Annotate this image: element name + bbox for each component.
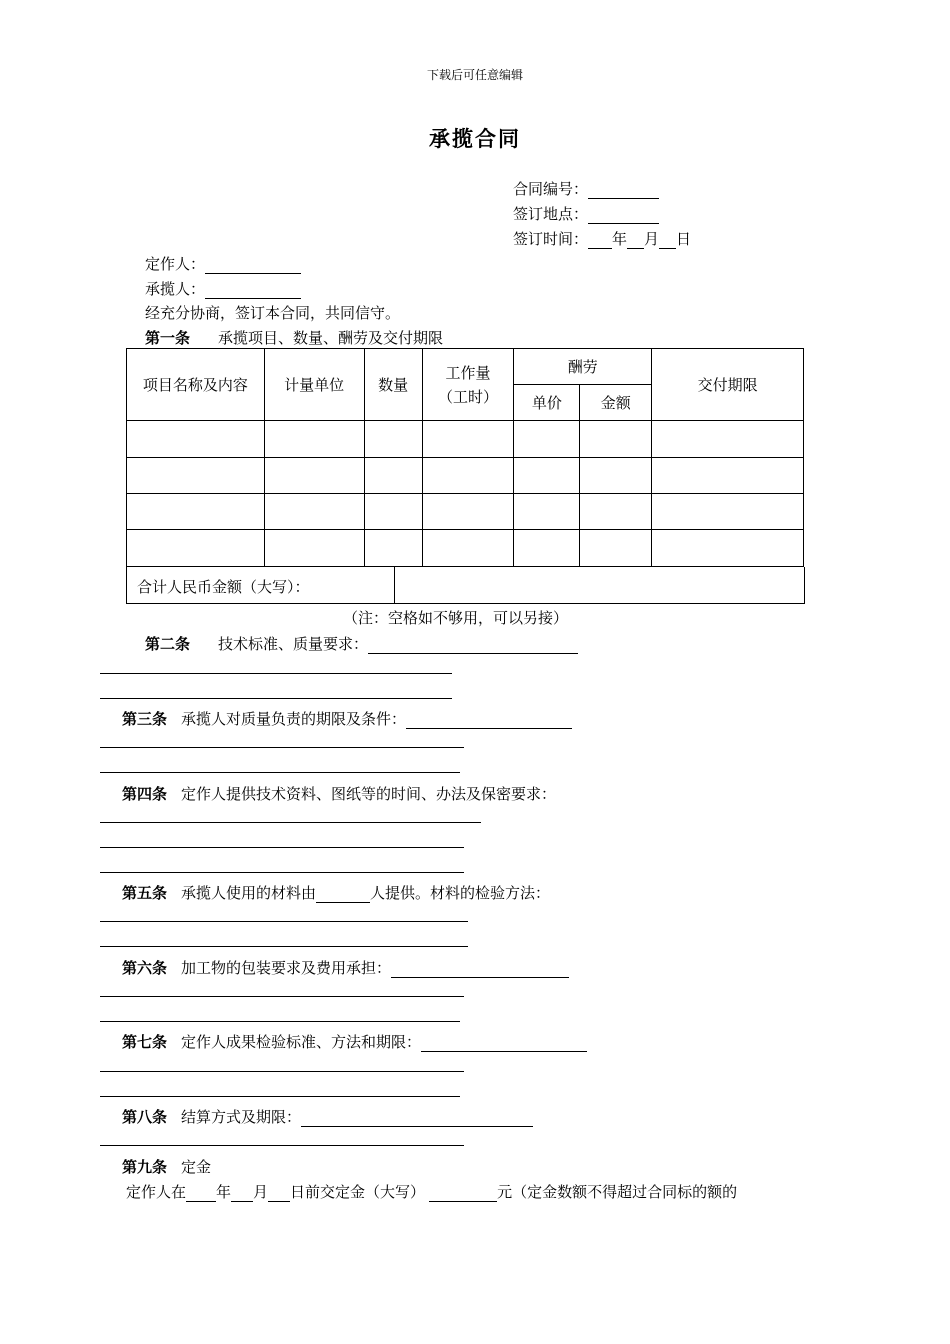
article-5-number: 第五条 <box>122 884 168 902</box>
header-note: 下载后可任意编辑 <box>426 68 523 82</box>
total-label: 合计人民币金额（大写）： <box>137 578 310 596</box>
contract-number-field[interactable] <box>588 182 659 199</box>
table-cell[interactable] <box>514 421 580 458</box>
table-cell[interactable] <box>580 421 652 458</box>
table-cell[interactable] <box>514 530 580 567</box>
article-8-text: 结算方式及期限： <box>181 1108 302 1126</box>
table-cell[interactable] <box>580 494 652 530</box>
table-cell[interactable] <box>422 530 514 567</box>
table-row <box>127 421 804 458</box>
article-2-number: 第二条 <box>145 635 191 653</box>
header-item: 项目名称及内容 <box>127 349 265 421</box>
article-4-heading <box>122 783 556 804</box>
article-3-line-1[interactable] <box>100 747 464 748</box>
article-9-text-a: 定作人在 <box>126 1183 187 1201</box>
total-row <box>126 567 805 604</box>
article-6-text: 加工物的包装要求及费用承担： <box>181 959 392 977</box>
sign-place-row <box>513 203 659 224</box>
sign-year-field[interactable] <box>588 232 612 249</box>
article-5-line-1[interactable] <box>100 921 468 922</box>
article-8-field[interactable] <box>301 1110 533 1127</box>
article-2-text: 技术标准、质量要求： <box>218 635 369 653</box>
table-cell[interactable] <box>264 458 364 494</box>
header-pay: 酬劳 <box>514 349 652 385</box>
article-7-number: 第七条 <box>122 1033 168 1051</box>
article-8-line-1[interactable] <box>100 1145 464 1146</box>
article-2-field[interactable] <box>368 637 578 654</box>
table-cell[interactable] <box>127 530 265 567</box>
document-title: 承揽合同 <box>429 126 521 151</box>
article-6-heading <box>122 957 569 978</box>
table-row <box>127 530 804 567</box>
table-cell[interactable] <box>364 530 422 567</box>
article-5-line-2[interactable] <box>100 946 468 947</box>
table-cell[interactable] <box>422 494 514 530</box>
header-workload-line2: （工时） <box>437 387 498 406</box>
sign-place-label: 签订地点： <box>513 205 589 223</box>
header-delivery: 交付期限 <box>652 349 804 421</box>
contractor-label: 承揽人： <box>145 280 206 298</box>
table-cell[interactable] <box>514 494 580 530</box>
article-7-line-2[interactable] <box>100 1096 460 1097</box>
article-7-heading <box>122 1031 587 1052</box>
header-quantity: 数量 <box>364 349 422 421</box>
article-1-number: 第一条 <box>145 329 191 347</box>
table-cell[interactable] <box>127 494 265 530</box>
article-9-heading <box>122 1156 211 1177</box>
table-note: （注：空格如不够用，可以另接） <box>343 609 569 627</box>
table-cell[interactable] <box>264 494 364 530</box>
article-7-text: 定作人成果检验标准、方法和期限： <box>181 1033 422 1051</box>
article-4-text: 定作人提供技术资料、图纸等的时间、办法及保密要求： <box>181 785 557 803</box>
sign-day-field[interactable] <box>659 232 676 249</box>
article-7-field[interactable] <box>421 1035 587 1052</box>
table-cell[interactable] <box>264 530 364 567</box>
header-workload <box>422 349 514 421</box>
article-9-number: 第九条 <box>122 1158 168 1176</box>
article-4-line-2[interactable] <box>100 847 464 848</box>
article-9-text-b: 日前交定金（大写） <box>290 1183 426 1201</box>
article-4-line-1[interactable] <box>100 822 481 823</box>
contract-number-label: 合同编号： <box>513 180 589 198</box>
table-row <box>127 458 804 494</box>
article-6-line-1[interactable] <box>100 996 464 997</box>
article-2-line-1[interactable] <box>100 673 452 674</box>
table-cell[interactable] <box>422 421 514 458</box>
day-label: 日 <box>676 230 692 248</box>
table-cell[interactable] <box>652 530 804 567</box>
deposit-month-field[interactable] <box>231 1185 253 1202</box>
orderer-field[interactable] <box>205 257 301 274</box>
article-8-number: 第八条 <box>122 1108 168 1126</box>
deposit-day-field[interactable] <box>268 1185 290 1202</box>
table-cell[interactable] <box>422 458 514 494</box>
sign-place-field[interactable] <box>588 207 659 224</box>
article-6-field[interactable] <box>391 961 569 978</box>
article-9-month: 月 <box>253 1183 269 1201</box>
article-6-line-2[interactable] <box>100 1021 460 1022</box>
table-cell[interactable] <box>127 421 265 458</box>
article-5-text-b: 人提供。材料的检验方法： <box>370 884 551 902</box>
header-unit-price: 单价 <box>514 385 580 421</box>
sign-time-label: 签订时间： <box>513 230 589 248</box>
orderer-label: 定作人： <box>145 255 206 273</box>
article-5-heading <box>122 882 550 903</box>
table-cell[interactable] <box>652 421 804 458</box>
table-cell[interactable] <box>652 494 804 530</box>
header-unit: 计量单位 <box>264 349 364 421</box>
deposit-year-field[interactable] <box>186 1185 216 1202</box>
article-3-text: 承揽人对质量负责的期限及条件： <box>181 710 407 728</box>
article-9-text-c: 元（定金数额不得超过合同标的额的 <box>497 1183 738 1201</box>
sign-time-row <box>513 228 691 249</box>
article-3-line-2[interactable] <box>100 772 460 773</box>
table-cell[interactable] <box>514 458 580 494</box>
article-4-line-3[interactable] <box>100 872 464 873</box>
deposit-amount-field[interactable] <box>429 1185 497 1202</box>
contractor-field[interactable] <box>205 282 301 299</box>
article-8-heading <box>122 1106 533 1127</box>
table-cell[interactable] <box>652 458 804 494</box>
article-1-heading <box>145 327 443 348</box>
article-2-heading <box>145 633 578 654</box>
article-6-number: 第六条 <box>122 959 168 977</box>
article-4-number: 第四条 <box>122 785 168 803</box>
contract-number-row <box>513 178 659 199</box>
table-row <box>127 494 804 530</box>
orderer-row <box>145 253 301 274</box>
article-1-text: 承揽项目、数量、酬劳及交付期限 <box>218 329 444 347</box>
year-label: 年 <box>612 230 628 248</box>
article-2-line-2[interactable] <box>100 698 452 699</box>
header-workload-line1: 工作量 <box>445 363 491 382</box>
intro-text: 经充分协商，签订本合同，共同信守。 <box>145 304 401 322</box>
table-cell[interactable] <box>364 421 422 458</box>
article-9-year: 年 <box>216 1183 232 1201</box>
sign-month-field[interactable] <box>627 232 644 249</box>
month-label: 月 <box>644 230 660 248</box>
table-cell[interactable] <box>580 458 652 494</box>
table-cell[interactable] <box>264 421 364 458</box>
article-3-number: 第三条 <box>122 710 168 728</box>
article-5-provider-field[interactable] <box>316 886 370 903</box>
table-cell[interactable] <box>580 530 652 567</box>
article-3-field[interactable] <box>406 712 572 729</box>
header-amount: 金额 <box>580 385 652 421</box>
project-table <box>126 348 804 567</box>
article-5-text-a: 承揽人使用的材料由 <box>181 884 317 902</box>
table-cell[interactable] <box>127 458 265 494</box>
total-amount-field[interactable] <box>395 567 804 603</box>
article-7-line-1[interactable] <box>100 1071 464 1072</box>
table-cell[interactable] <box>364 494 422 530</box>
table-cell[interactable] <box>364 458 422 494</box>
contractor-row <box>145 278 301 299</box>
article-9-text: 定金 <box>181 1158 212 1176</box>
article-9-paragraph <box>126 1181 737 1202</box>
article-3-heading <box>122 708 572 729</box>
